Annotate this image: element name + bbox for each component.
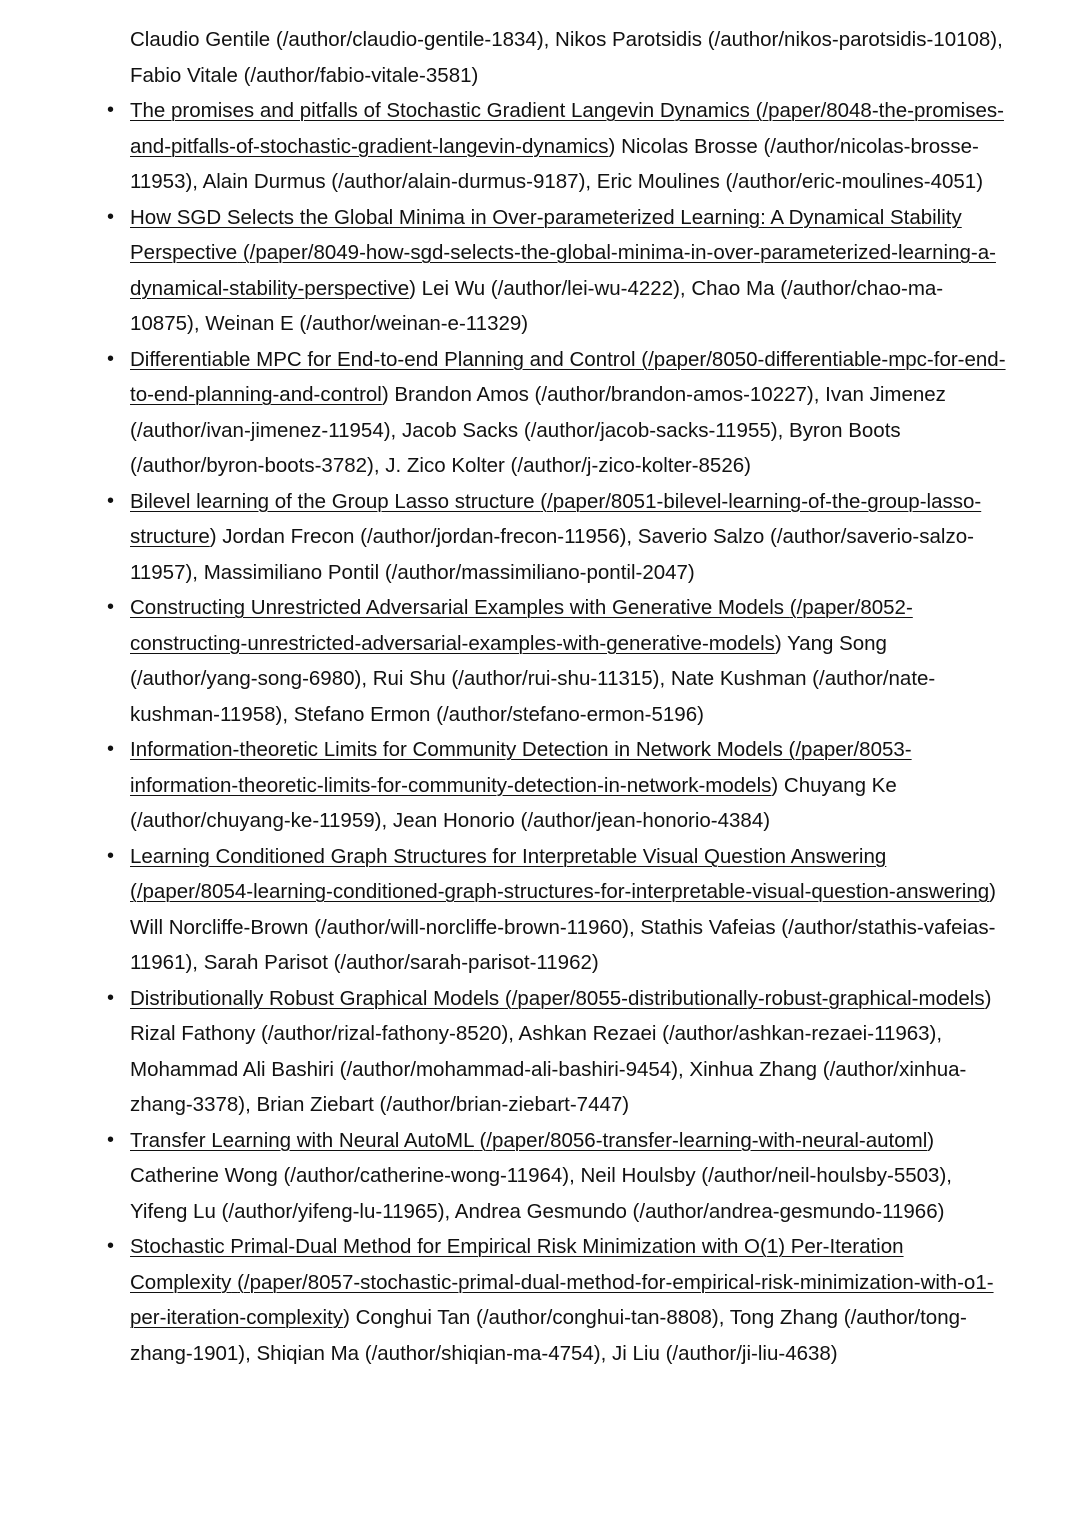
list-item bbox=[107, 93, 1010, 200]
paper-list bbox=[107, 93, 1010, 1371]
paper-title: Learning Conditioned Graph Structures for Interpretable Visual Question Answering bbox=[130, 844, 887, 868]
paper-title: Distributionally Robust Graphical Models bbox=[130, 986, 500, 1010]
paper-title-link[interactable] bbox=[130, 845, 989, 904]
paper-authors: ) Chuyang Ke (/author/chuyang-ke-11959), Jean Honorio (/author/jean-honorio-4384) bbox=[130, 773, 897, 832]
paper-authors: ) Brandon Amos (/author/brandon-amos-10227), Ivan Jimenez (/author/ivan-jimenez-11954), Jacob Sacks (/author/jacob-sacks-11955), Byron Boots (/author/byron-boots-3782), J. Zico Kolter (/author/j-zico-kolter-8526) bbox=[130, 383, 946, 477]
list-item bbox=[107, 732, 1010, 839]
paper-title: Bilevel learning of the Group Lasso structure bbox=[130, 489, 535, 513]
bullet-icon: • bbox=[107, 205, 115, 228]
bullet-icon: • bbox=[107, 489, 115, 512]
paper-title-link[interactable] bbox=[130, 987, 985, 1010]
list-item bbox=[107, 1229, 1010, 1371]
paper-authors: ) Conghui Tan (/author/conghui-tan-8808), Tong Zhang (/author/tong-zhang-1901), Shiqian Ma (/author/shiqian-ma-4754), Ji Liu (/author/ji-liu-4638) bbox=[130, 1306, 967, 1365]
paper-url: (/paper/8054-learning-conditioned-graph-structures-for-interpretable-visual-question-answering bbox=[130, 880, 990, 903]
paper-title: How SGD Selects the Global Minima in Over-parameterized Learning: A Dynamical Stability Perspective bbox=[130, 205, 962, 264]
paper-title: Constructing Unrestricted Adversarial Examples with Generative Models bbox=[130, 596, 784, 619]
list-item bbox=[107, 200, 1010, 342]
paper-authors: ) Lei Wu (/author/lei-wu-4222), Chao Ma (/author/chao-ma-10875), Weinan E (/author/weinan-e-11329) bbox=[130, 276, 944, 335]
paper-url: (/paper/8055-distributionally-robust-graphical-models bbox=[504, 986, 985, 1010]
paper-url: (/paper/8056-transfer-learning-with-neural-automl bbox=[479, 1128, 928, 1152]
paper-url: (/paper/8057-stochastic-primal-dual-method-for-empirical-risk-minimization-with-o1-per-iteration-complexity bbox=[130, 1270, 994, 1329]
bullet-icon: • bbox=[107, 1235, 115, 1257]
paper-title: The promises and pitfalls of Stochastic Gradient Langevin Dynamics bbox=[130, 99, 750, 122]
bullet-icon: • bbox=[107, 596, 115, 618]
list-item bbox=[107, 342, 1010, 484]
paper-url: (/paper/8051-bilevel-learning-of-the-group-lasso-structure bbox=[130, 489, 982, 548]
paper-url: (/paper/8048-the-promises-and-pitfalls-of-stochastic-gradient-langevin-dynamics bbox=[130, 99, 1004, 158]
list-item bbox=[107, 590, 1010, 732]
paper-authors: ) Nicolas Brosse (/author/nicolas-brosse-11953), Alain Durmus (/author/alain-durmus-9187), Eric Moulines (/author/eric-moulines-4051) bbox=[130, 134, 984, 193]
paper-title: Differentiable MPC for End-to-end Planning and Control bbox=[130, 347, 636, 371]
bullet-icon: • bbox=[107, 844, 115, 867]
continued-author-list: Claudio Gentile (/author/claudio-gentile-1834), Nikos Parotsidis (/author/nikos-parotsidis-10108), Fabio Vitale (/author/fabio-vitale-3581) bbox=[130, 28, 1003, 87]
bullet-icon: • bbox=[107, 347, 115, 370]
list-item bbox=[107, 981, 1010, 1123]
list-item bbox=[107, 839, 1010, 981]
bullet-icon: • bbox=[107, 99, 115, 121]
paper-url: (/paper/8052-constructing-unrestricted-adversarial-examples-with-generative-models bbox=[130, 596, 913, 655]
paper-url: (/paper/8049-how-sgd-selects-the-global-minima-in-over-parameterized-learning-a-dynamical-stability-perspective bbox=[130, 241, 996, 300]
paper-url: (/paper/8053-information-theoretic-limits-for-community-detection-in-network-models bbox=[130, 738, 912, 797]
paper-title: Information-theoretic Limits for Community Detection in Network Models bbox=[130, 738, 783, 761]
paper-authors: ) Jordan Frecon (/author/jordan-frecon-11956), Saverio Salzo (/author/saverio-salzo-11957), Massimiliano Pontil (/author/massimiliano-pontil-2047) bbox=[130, 525, 974, 584]
paper-title-link[interactable] bbox=[130, 1129, 927, 1152]
paper-authors: ) Will Norcliffe-Brown (/author/will-norcliffe-brown-11960), Stathis Vafeias (/author/stathis-vafeias-11961), Sarah Parisot (/author/sarah-parisot-11962) bbox=[130, 880, 996, 974]
paper-authors: ) Catherine Wong (/author/catherine-wong-11964), Neil Houlsby (/author/neil-houlsby-5503), Yifeng Lu (/author/yifeng-lu-11965), Andrea Gesmundo (/author/andrea-gesmundo-11966) bbox=[130, 1128, 952, 1223]
paper-url: (/paper/8050-differentiable-mpc-for-end-to-end-planning-and-control bbox=[130, 347, 1006, 406]
bullet-icon: • bbox=[107, 986, 115, 1009]
paper-authors: ) Yang Song (/author/yang-song-6980), Rui Shu (/author/rui-shu-11315), Nate Kushman (/author/nate-kushman-11958), Stefano Ermon (/author/stefano-ermon-5196) bbox=[130, 631, 936, 726]
list-item bbox=[107, 484, 1010, 591]
paper-authors: ) Rizal Fathony (/author/rizal-fathony-8520), Ashkan Rezaei (/author/ashkan-rezaei-11963), Mohammad Ali Bashiri (/author/mohammad-ali-bashiri-9454), Xinhua Zhang (/author/xinhua-zhang-3378), Brian Ziebart (/author/brian-ziebart-7447) bbox=[130, 986, 992, 1116]
list-item bbox=[107, 1123, 1010, 1230]
bullet-icon: • bbox=[107, 738, 115, 760]
bullet-icon: • bbox=[107, 1128, 115, 1151]
paper-title: Transfer Learning with Neural AutoML bbox=[130, 1128, 474, 1152]
paper-title: Stochastic Primal-Dual Method for Empirical Risk Minimization with O(1) Per-Iteration Complexity bbox=[130, 1235, 904, 1294]
